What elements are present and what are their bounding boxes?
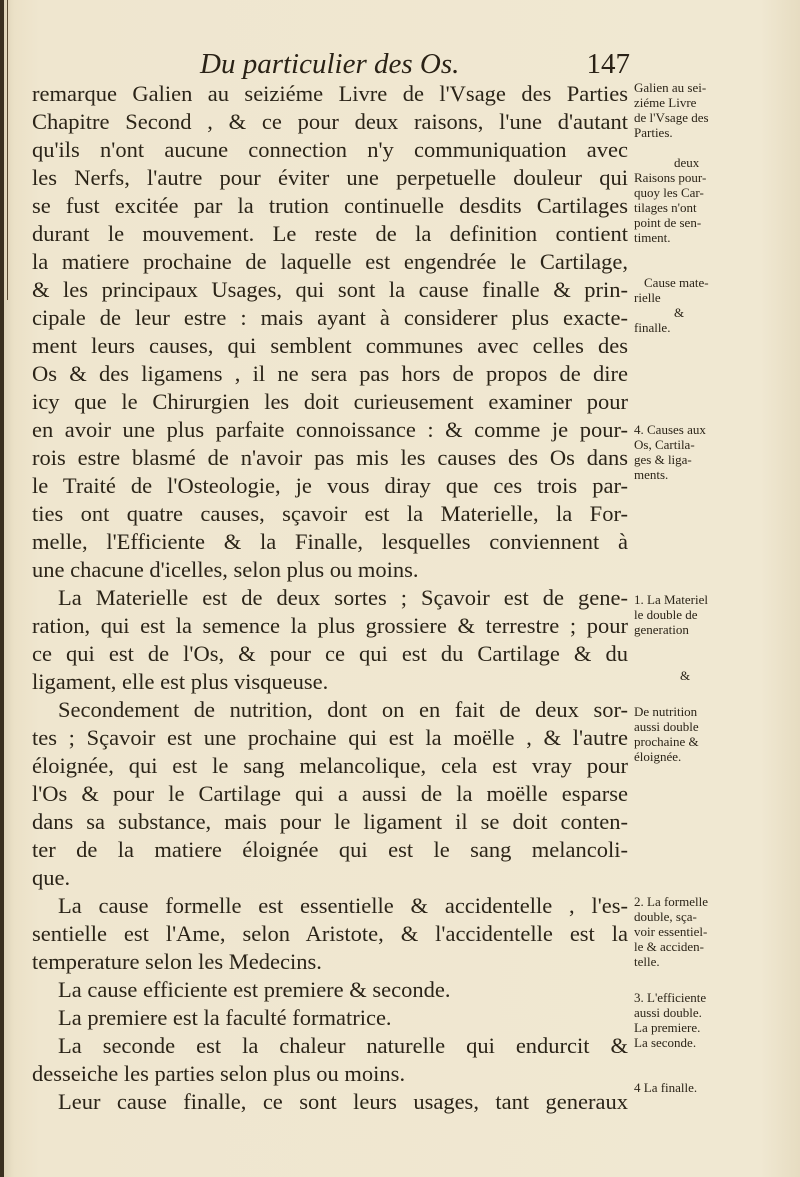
running-header [200,48,630,84]
text-line: ce qui est de l'Os, & pour ce qui est du Cartilage & du [32,641,628,666]
margin-line: de l'Vsage des [634,110,709,125]
margin-line: ziéme Livre [634,95,697,110]
margin-line: Parties. [634,125,673,140]
margin-note-quatre-causes [634,422,794,482]
margin-line: 2. La formelle [634,894,708,909]
margin-line: 4. Causes aux [634,422,706,437]
text-line: Os & des ligamens , il ne sera pas hors de propos de dire [32,361,628,386]
text-line: ter de la matiere éloignée qui est le sang melancoli- [32,837,628,862]
text-line: & les principaux Usages, qui sont la cause finalle & prin- [32,277,628,302]
margin-line: éloignée. [634,749,682,764]
margin-line: telle. [634,954,660,969]
text-line: La premiere est la faculté formatrice. [58,1005,392,1030]
margin-line: quoy les Car- [634,185,704,200]
margin-note-nutrition [634,704,794,764]
margin-line: tilages n'ont [634,200,697,215]
margin-line: aussi double. [634,1005,702,1020]
text-line: ration, qui est la semence la plus grossiere & terrestre ; pour [32,613,628,638]
text-line: ties ont quatre causes, sçavoir est la Materielle, la For- [32,501,628,526]
binding-edge [0,0,4,1177]
text-line: dans sa substance, mais pour le ligament il se doit conten- [32,809,628,834]
running-title: Du particulier des Os. [200,48,460,80]
text-line: tes ; Sçavoir est une prochaine qui est la moëlle , & l'autre [32,725,628,750]
text-line: l'Os & pour le Cartilage qui a aussi de la moëlle esparse [32,781,628,806]
margin-line: Raisons pour- [634,170,707,185]
margin-line: generation [634,622,689,637]
margin-line: La premiere. [634,1020,701,1035]
text-line: Chapitre Second , & ce pour deux raisons, l'une d'autant [32,109,628,134]
text-line: le Traité de l'Osteologie, je vous diray que ces trois par- [32,473,628,498]
page-number: 147 [586,48,630,80]
text-line: se fust excitée par la trution continuelle desdits Cartilages [32,193,628,218]
margin-note-materielle [634,592,794,637]
margin-line: point de sen- [634,215,702,230]
margin-line: aussi double [634,719,699,734]
margin-line: Cause mate- [644,275,709,290]
text-line: desseiche les parties selon plus ou moins. [32,1061,406,1086]
margin-line: & [674,305,685,320]
margin-line: le & acciden- [634,939,705,954]
margin-line: timent. [634,230,671,245]
text-line: durant le mouvement. Le reste de la definition contient [32,221,628,246]
text-line: cipale de leur estre : mais ayant à considerer plus exacte- [32,305,628,330]
margin-line: 4 La finalle. [634,1080,698,1095]
margin-line: le double de [634,607,698,622]
text-line: remarque Galien au seiziéme Livre de l'Vsage des Parties [32,81,628,106]
text-line: ligament, elle est plus visqueuse. [32,669,329,694]
text-line: icy que le Chirurgien les doit curieusement examiner pour [32,389,628,414]
text-line: temperature selon les Medecins. [32,949,322,974]
margin-note-et [634,668,794,683]
margin-line: rielle [634,290,661,305]
text-line: sentielle est l'Ame, selon Aristote, & l'accidentelle est la [32,921,628,946]
text-line: Leur cause finalle, ce sont leurs usages, tant generaux [58,1089,628,1114]
margin-note-formelle [634,894,794,969]
text-line: La cause efficiente est premiere & seconde. [58,977,451,1002]
text-line: qu'ils n'ont aucune connection n'y communiquation avec [32,137,628,162]
margin-note-galien [634,80,794,140]
text-line: La seconde est la chaleur naturelle qui endurcit & [58,1033,628,1058]
margin-note-efficiente [634,990,794,1050]
text-line: melle, l'Efficiente & la Finalle, lesquelles conviennent à [32,529,628,554]
margin-note-cause-materielle [634,275,794,335]
margin-line: voir essentiel- [634,924,708,939]
text-line: éloignée, qui est le sang melancolique, cela est vray pour [32,753,628,778]
text-line: les Nerfs, l'autre pour éviter une perpetuelle douleur qui [32,165,628,190]
text-line: en avoir une plus parfaite connoissance : & comme je pour- [32,417,628,442]
text-line: La cause formelle est essentielle & accidentelle , l'es- [58,893,628,918]
text-line: La Materielle est de deux sortes ; Sçavoir est de gene- [58,585,628,610]
margin-line: double, sça- [634,909,697,924]
margin-line: ges & liga- [634,452,692,467]
margin-line: finalle. [634,320,671,335]
margin-note-finalle [634,1080,794,1095]
text-line: une chacune d'icelles, selon plus ou moins. [32,557,419,582]
margin-line: & [680,668,691,683]
margin-line: prochaine & [634,734,699,749]
margin-note-raisons [634,155,794,245]
binding-shadow-line [7,0,8,300]
margin-line: Os, Cartila- [634,437,695,452]
margin-line: Galien au sei- [634,80,707,95]
margin-line: 1. La Materiel [634,592,708,607]
text-line: Secondement de nutrition, dont on en fait de deux sor- [58,697,628,722]
margin-line: deux [674,155,700,170]
margin-line: La seconde. [634,1035,697,1050]
text-line: ment leurs causes, qui semblent communes avec celles des [32,333,628,358]
text-line: que. [32,865,71,890]
text-line: rois estre blasmé de n'avoir pas mis les causes des Os dans [32,445,628,470]
margin-line: 3. L'efficiente [634,990,707,1005]
main-text [32,80,628,1116]
margin-line: ments. [634,467,669,482]
text-line: la matiere prochaine de laquelle est engendrée le Cartilage, [32,249,628,274]
margin-line: De nutrition [634,704,698,719]
